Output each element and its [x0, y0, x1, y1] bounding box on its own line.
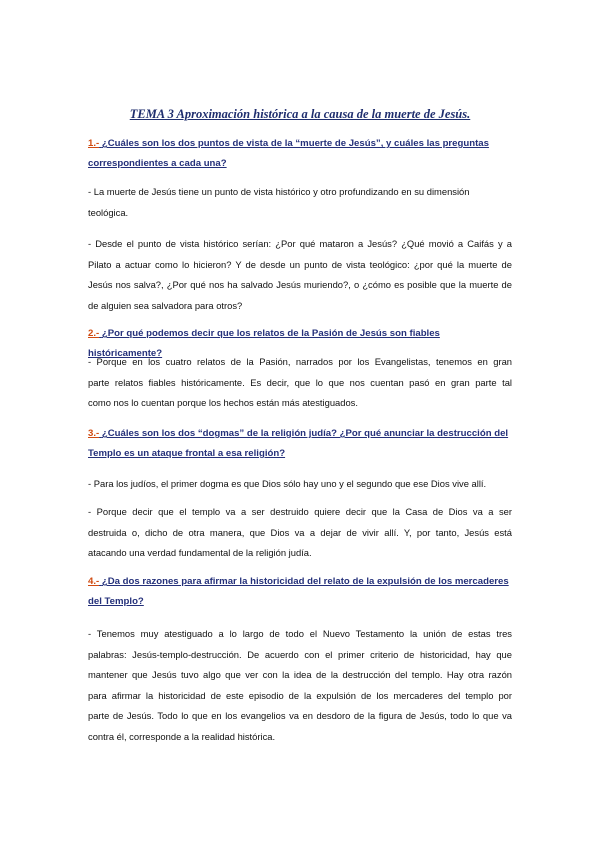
question-text-line: ¿Cuáles son los dos puntos de vista de la “muerte de Jesús”, y cuáles las preguntas: [101, 138, 489, 149]
answer-line: como nos lo cuentan porque los hechos están más atestiguados.: [88, 397, 358, 409]
answer-line: - Para los judíos, el primer dogma es que Dios sólo hay uno y el segundo que ese Dios vive allí.: [88, 478, 487, 489]
section-3: [88, 424, 512, 464]
answer-3-1: [88, 474, 512, 495]
answer-line: parte de Jesús. Todo lo que en los evangelios va en desdoro de la figura de Jesús, todo lo que va: [88, 710, 512, 722]
answer-line: de alguien sea salvadora para otros?: [88, 299, 243, 311]
answer-1-2: [88, 234, 512, 316]
section-4: [88, 572, 512, 612]
question-number: 3.-: [88, 428, 100, 439]
answer-line: - Desde el punto de vista histórico serían: ¿Por qué mataron a Jesús? ¿Qué movió a Caifás y a: [88, 238, 512, 249]
answer-line: - La muerte de Jesús tiene un punto de vista histórico y otro profundizando en su dimensión: [88, 186, 470, 197]
question-text-line: del Templo?: [88, 596, 144, 607]
question-text-line: ¿Da dos razones para afirmar la historicidad del relato de la expulsión de los mercaderes: [101, 576, 509, 587]
answer-2-1: [88, 352, 512, 414]
answer-line: - Porque decir que el templo va a ser destruido quiere decir que la Casa de Dios va a ser: [88, 506, 512, 517]
question-text-line: correspondientes a cada una?: [88, 158, 227, 169]
question-text-line: ¿Cuáles son los dos “dogmas” de la religión judía? ¿Por qué anunciar la destrucción del: [101, 428, 509, 439]
page-title: TEMA 3 Aproximación histórica a la causa de la muerte de Jesús.: [129, 107, 471, 121]
answer-line: para afirmar la historicidad de este episodio de la expulsión de los mercaderes del templo por: [88, 689, 512, 701]
answer-line: palabras: Jesús-templo-destrucción. De acuerdo con el primer criterio de historicidad, hay que: [88, 648, 512, 660]
question-number: 2.-: [88, 328, 100, 339]
question-text-line: ¿Por qué podemos decir que los relatos de la Pasión de Jesús son fiables históricamente?: [88, 328, 440, 359]
answer-line: atacando una verdad fundamental de la religión judía.: [88, 547, 312, 559]
answer-line: - Tenemos muy atestiguado a lo largo de todo el Nuevo Testamento la unión de estas tres: [88, 628, 512, 639]
answer-line: - Porque en los cuatro relatos de la Pasión, narrados por los Evangelistas, tenemos en gran: [88, 356, 512, 367]
answer-line: contra él, corresponde a la realidad histórica.: [88, 730, 276, 742]
question-1: [88, 134, 512, 174]
question-text-line: Templo es un ataque frontal a esa religión?: [88, 448, 286, 459]
section-1: [88, 134, 512, 174]
answer-line: mantener que Jesús tuvo algo que ver con la idea de la destrucción del templo. Hay otra razón: [88, 669, 512, 681]
answer-line: parte relatos fiables históricamente. Es decir, que lo que nos cuentan pasó en gran parte tal: [88, 376, 512, 388]
question-4: [88, 572, 512, 612]
answer-line: teológica.: [88, 206, 129, 218]
answer-line: Jesús nos salva?, ¿Por qué nos ha salvado Jesús muriendo?, o ¿cómo es posible que la muerte de: [88, 279, 512, 291]
answer-1-1: [88, 182, 512, 223]
answer-line: Pilato a actuar como lo hicieron? Y de desde un punto de vista teológico: ¿por qué la muerte de: [88, 258, 512, 270]
answer-line: destruida o, dicho de otra manera, que Dios va a dejar de vivir allí. Y, por tanto, Jesús está: [88, 526, 512, 538]
question-3: [88, 424, 512, 464]
answer-3-2: [88, 502, 512, 564]
question-number: 4.-: [88, 576, 100, 587]
question-number: 1.-: [88, 138, 100, 149]
answer-4-1: [88, 624, 512, 748]
